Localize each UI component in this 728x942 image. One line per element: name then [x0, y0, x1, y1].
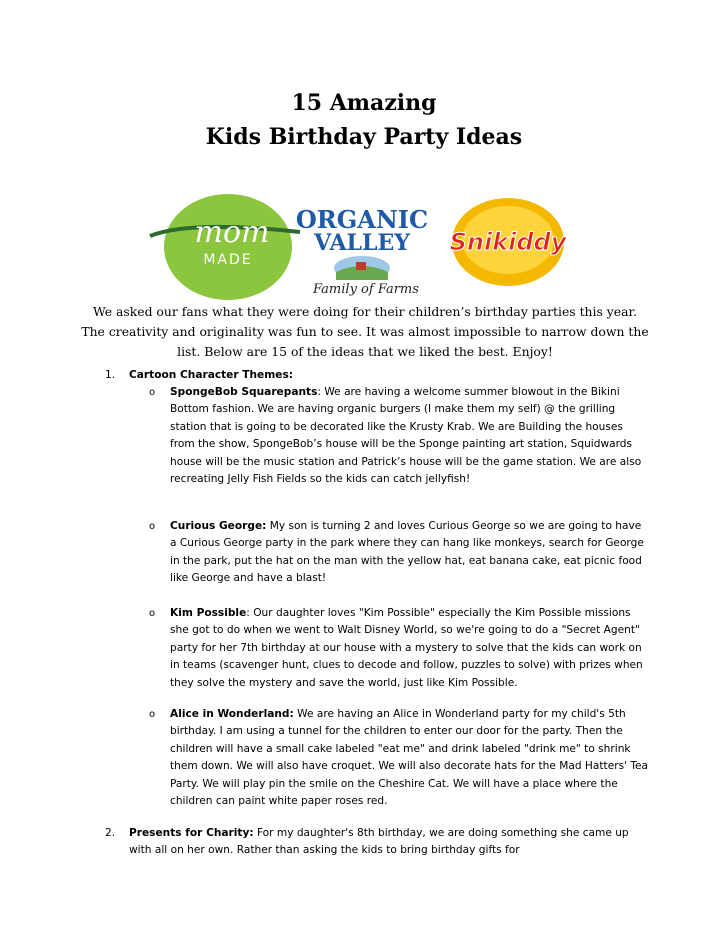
organic-valley-line1: ORGANIC — [295, 205, 429, 234]
sub-item-curious-george — [170, 518, 650, 588]
organic-valley-logo — [296, 205, 428, 297]
list-item-number: 1. — [105, 369, 116, 381]
sub-bullet: o — [149, 709, 156, 720]
mom-made-logo — [150, 194, 300, 300]
sub-bullet: o — [149, 521, 156, 532]
sub-item-name: Alice in Wonderland: — [170, 708, 294, 720]
sub-item-text: My son is turning 2 and loves Curious George so we are going to have a Curious George party in the park where they can hang like monkeys, search for George in the park, put the hat on the man with the yellow hat, eat banana cake, eat picnic food like George and have a blast! — [170, 520, 644, 585]
intro-paragraph: We asked our fans what they were doing for their children’s birthday parties this year. The creativity and originality was fun to see. It was almost impossible to narrow down the list. Below are 15 of the ideas that we liked the best. Enjoy! — [81, 304, 649, 359]
mom-made-logo-top: mom — [194, 215, 270, 250]
mom-made-logo-bottom: MADE — [203, 252, 253, 268]
list-item-heading: Presents for Charity: — [129, 827, 254, 839]
organic-valley-tagline: Family of Farms — [313, 282, 419, 297]
sub-item-name: Kim Possible — [170, 607, 247, 619]
list-item-heading: Cartoon Character Themes: — [129, 369, 293, 381]
page-title-line2: Kids Birthday Party Ideas — [205, 124, 523, 150]
sub-item-name: SpongeBob Squarepants — [170, 386, 318, 398]
list-item-number: 2. — [105, 827, 116, 839]
sponsor-logos — [0, 190, 728, 300]
list-item-text: For my daughter's 8th birthday, we are doing something she came up with all on her own. Rather than asking the kids to bring birthday gifts for — [129, 827, 629, 857]
sub-item-text: : Our daughter loves "Kim Possible" especially the Kim Possible missions she got to do when we went to Walt Disney World, so we're going to do a "Secret Agent" party for her 7th birthday at our house with a mystery to solve that the kids can work on in teams (scavenger hunt, clues to decode and follow, puzzles to solve) with prizes when they solve the mystery and save the world, just like Kim Possible. — [170, 607, 643, 689]
sub-item-kim-possible — [170, 605, 650, 692]
sub-item-spongebob — [170, 384, 650, 488]
list-item-presents-for-charity — [129, 825, 651, 860]
snikiddy-logo-text: Snikiddy — [449, 228, 567, 256]
page-title-line1: 15 Amazing — [291, 90, 437, 116]
sub-item-text: We are having an Alice in Wonderland party for my child's 5th birthday. I am using a tunnel for the children to enter our door for the party. Then the children will have a small cake labeled "eat me" and drink labeled "drink me" to shrink them down. We will also have croquet. We will also decorate hats for the Mad Hatters' Tea Party. We will play pin the smile on the Cheshire Cat. We will have a place where the children can paint white paper roses red. — [170, 708, 649, 808]
sub-item-name: Curious George: — [170, 520, 267, 532]
sub-bullet: o — [149, 387, 156, 398]
organic-valley-line2: VALLEY — [314, 230, 410, 256]
sub-item-alice-in-wonderland — [170, 706, 650, 810]
sub-bullet: o — [149, 608, 156, 619]
sub-item-text: : We are having a welcome summer blowout in the Bikini Bottom fashion. We are having organic burgers (I make them my self) @ the grilling station that is going to be decorated like the Krusty Krab. We are Building the houses from the show, SpongeBob’s house will be the Sponge painting art station, Squidwards house will be the music station and Patrick’s house will be the game station. We are also recreating Jelly Fish Fields so the kids can catch jellyfish! — [170, 386, 642, 486]
snikiddy-logo — [450, 198, 568, 286]
